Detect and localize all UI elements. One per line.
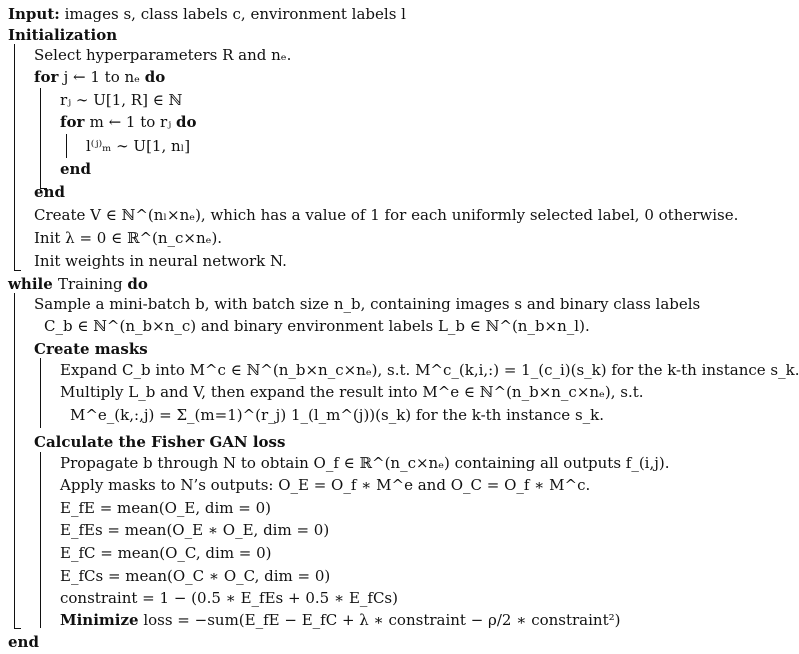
sample-line-2: C_b ∈ ℕ^(n_b×n_c) and binary environment labels L_b ∈ ℕ^(n_b×n_l).	[44, 317, 590, 335]
efes-line: E_fEs = mean(O_E ∗ O_E, dim = 0)	[60, 521, 330, 539]
create-masks-bar	[40, 358, 41, 428]
for-j-bar	[40, 88, 41, 188]
input-label: Input:	[8, 5, 60, 23]
create-v-line: Create V ∈ ℕ^(nₗ×nₑ), which has a value of 1 for each uniformly selected label, 0 otherwise.	[34, 206, 739, 224]
calc-loss-bar	[40, 452, 41, 628]
multiply-line-1: Multiply L_b and V, then expand the result into M^e ∈ ℕ^(n_b×n_c×nₑ), s.t.	[60, 383, 644, 401]
rj-line: rⱼ ∼ U[1, R] ∈ ℕ	[60, 91, 183, 109]
calc-loss-header: Calculate the Fisher GAN loss	[34, 433, 286, 451]
efcs-line: E_fCs = mean(O_C ∗ O_C, dim = 0)	[60, 567, 331, 585]
constraint-line: constraint = 1 − (0.5 ∗ E_fEs + 0.5 ∗ E_fCs)	[60, 589, 398, 607]
init-block-tick	[14, 270, 21, 271]
create-masks-header: Create masks	[34, 340, 148, 358]
end-outer-line: end	[34, 183, 65, 201]
init-block-bar	[14, 44, 15, 270]
multiply-line-2: M^e_(k,:,j) = Σ_(m=1)^(r_j) 1_(l_m^(j))(s_k) for the k-th instance s_k.	[70, 406, 604, 424]
expand-cb-line: Expand C_b into M^c ∈ ℕ^(n_b×n_c×nₑ), s.t. M^c_(k,i,:) = 1_(c_i)(s_k) for the k-th instance s_k.	[60, 361, 799, 379]
input-line	[8, 4, 406, 25]
while-line: while Training do	[8, 275, 148, 293]
for-j-line: for j ← 1 to nₑ do	[34, 68, 166, 86]
apply-masks-line: Apply masks to N’s outputs: O_E = O_f ∗ M^e and O_C = O_f ∗ M^c.	[60, 476, 591, 494]
propagate-line: Propagate b through N to obtain O_f ∈ ℝ^(n_c×nₑ) containing all outputs f_(i,j).	[60, 454, 670, 472]
for-m-line: for m ← 1 to rⱼ do	[60, 113, 197, 131]
efe-line: E_fE = mean(O_E, dim = 0)	[60, 499, 272, 517]
init-weights-line: Init weights in neural network N.	[34, 252, 287, 270]
end-while-line: end	[8, 633, 39, 651]
select-hyper-line: Select hyperparameters R and nₑ.	[34, 46, 292, 64]
end-inner-line: end	[60, 160, 91, 178]
while-bar	[14, 293, 15, 628]
lm-line: l⁽ʲ⁾ₘ ∼ U[1, nₗ]	[86, 137, 191, 155]
efc-line: E_fC = mean(O_C, dim = 0)	[60, 544, 272, 562]
sample-line-1: Sample a mini-batch b, with batch size n_b, containing images s and binary class labels	[34, 295, 701, 313]
input-text: images s, class labels c, environment labels l	[64, 5, 406, 23]
initialization-header: Initialization	[8, 26, 118, 44]
for-m-bar	[66, 134, 67, 158]
init-lambda-line: Init λ = 0 ∈ ℝ^(n_c×nₑ).	[34, 229, 223, 247]
minimize-line: Minimize loss = −sum(E_fE − E_fC + λ ∗ constraint − ρ/2 ∗ constraint²)	[60, 611, 621, 629]
while-tick	[14, 628, 21, 629]
